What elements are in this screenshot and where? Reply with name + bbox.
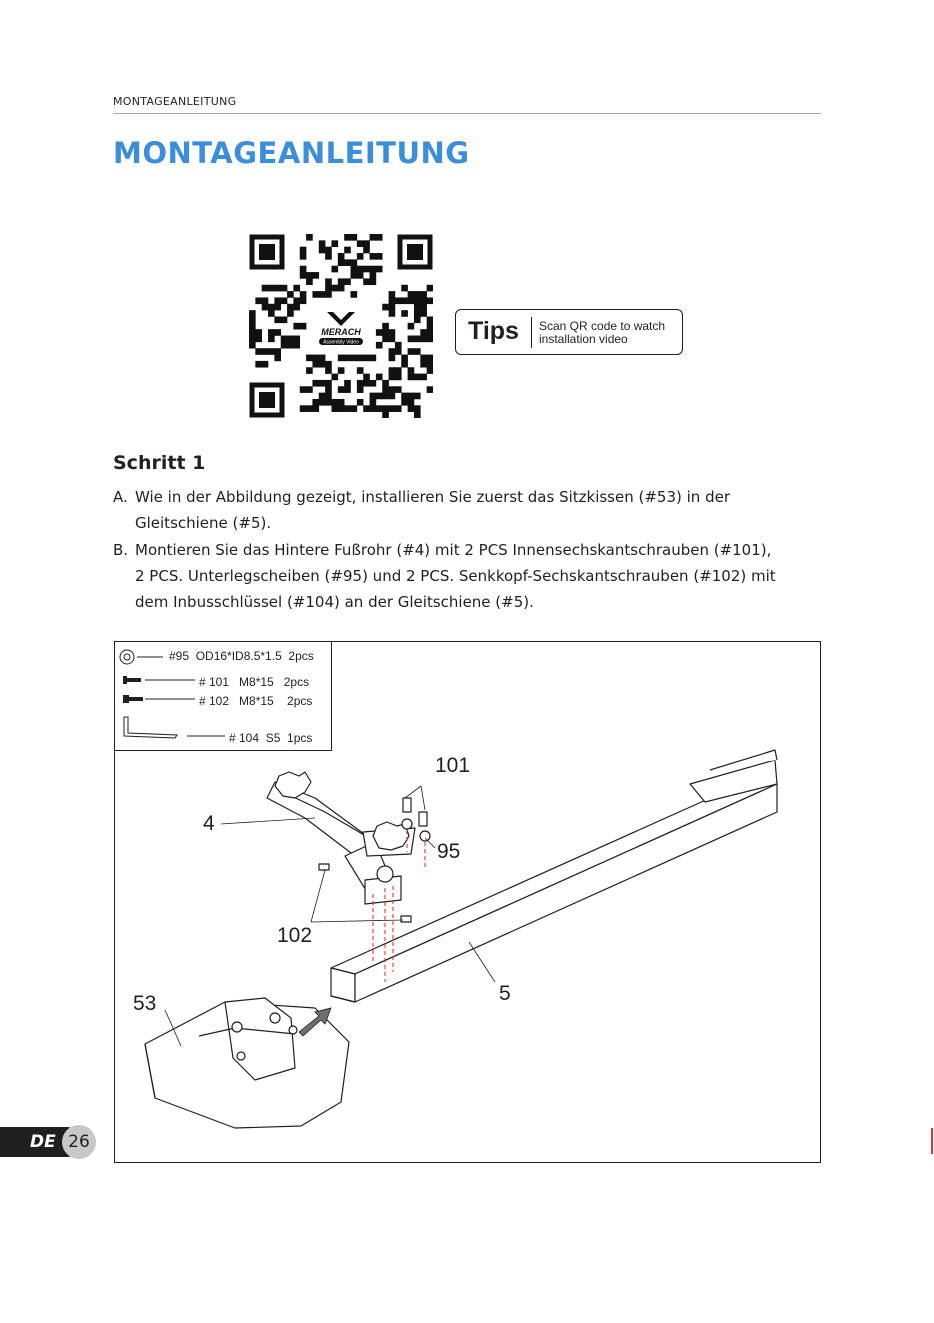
tips-line-2: installation video — [539, 332, 628, 346]
qr-module — [268, 329, 275, 336]
qr-module — [255, 336, 262, 343]
qr-module — [319, 361, 326, 368]
qr-module — [331, 405, 338, 412]
qr-module — [331, 399, 338, 406]
qr-module — [281, 316, 288, 323]
qr-module — [268, 285, 275, 292]
qr-module — [331, 266, 338, 273]
qr-module — [382, 329, 389, 336]
qr-module — [325, 393, 332, 400]
qr-module — [325, 380, 332, 387]
qr-module — [262, 348, 269, 355]
callout-102: 102 — [277, 924, 313, 947]
qr-module — [401, 393, 408, 400]
qr-module — [401, 361, 408, 368]
qr-module — [274, 304, 281, 311]
qr-module — [351, 259, 358, 266]
qr-module — [370, 399, 377, 406]
qr-module — [293, 297, 300, 304]
qr-module — [420, 355, 427, 362]
qr-module — [344, 405, 351, 412]
qr-module — [389, 386, 396, 393]
qr-module — [300, 253, 307, 260]
qr-module — [427, 336, 433, 343]
qr-module — [427, 285, 433, 292]
qr-module — [414, 297, 421, 304]
qr-module — [408, 348, 415, 355]
qr-module — [382, 323, 389, 330]
instruction-a-label: A. — [113, 488, 128, 506]
qr-module — [370, 405, 377, 412]
qr-module — [351, 291, 358, 298]
qr-module — [389, 348, 396, 355]
qr-module — [300, 323, 307, 330]
qr-module — [363, 380, 370, 387]
qr-module — [382, 336, 389, 343]
qr-module — [344, 380, 351, 387]
qr-module — [389, 304, 396, 311]
qr-module — [312, 355, 319, 362]
qr-module — [344, 278, 351, 285]
callout-4: 4 — [203, 812, 215, 835]
qr-module — [338, 399, 345, 406]
qr-module — [262, 285, 269, 292]
qr-module — [363, 405, 370, 412]
instruction-a — [113, 484, 833, 536]
qr-module — [414, 405, 421, 412]
qr-module — [338, 259, 345, 266]
instruction-a-line-1: Wie in der Abbildung gezeigt, installieren Sie zuerst das Sitzkissen (#53) in der — [135, 488, 730, 506]
qr-module — [306, 405, 313, 412]
qr-module — [274, 355, 281, 362]
qr-module — [389, 291, 396, 298]
assembly-drawing — [115, 642, 820, 1162]
language-code: DE — [30, 1132, 56, 1152]
qr-module — [427, 323, 433, 330]
edge-marker — [931, 1128, 933, 1154]
qr-module — [338, 278, 345, 285]
qr-module — [408, 297, 415, 304]
qr-module — [287, 310, 294, 317]
qr-module — [401, 285, 408, 292]
tips-text — [539, 320, 665, 346]
qr-module — [325, 278, 332, 285]
qr-module — [312, 291, 319, 298]
qr-code[interactable] — [249, 234, 433, 418]
qr-module — [414, 316, 421, 323]
qr-module — [363, 266, 370, 273]
qr-module — [408, 399, 415, 406]
qr-module — [414, 374, 421, 381]
qr-module — [287, 342, 294, 349]
qr-module — [338, 367, 345, 374]
qr-module — [325, 253, 332, 260]
qr-module — [338, 253, 345, 260]
qr-module — [306, 355, 313, 362]
qr-module — [408, 405, 415, 412]
qr-module — [357, 380, 364, 387]
instruction-b — [113, 537, 833, 615]
qr-module — [420, 329, 427, 336]
qr-module — [293, 323, 300, 330]
qr-module — [344, 247, 351, 254]
qr-module — [395, 342, 402, 349]
qr-module — [395, 386, 402, 393]
qr-module — [262, 304, 269, 311]
qr-module — [351, 266, 358, 273]
qr-module — [312, 380, 319, 387]
tips-separator — [531, 317, 532, 348]
qr-module — [427, 367, 433, 374]
qr-module — [357, 272, 364, 279]
qr-module — [427, 355, 433, 362]
callout-53: 53 — [133, 992, 157, 1015]
qr-module — [351, 405, 358, 412]
qr-module — [401, 297, 408, 304]
qr-module — [408, 367, 415, 374]
part-102: # 102 M8*15 2pcs — [199, 694, 313, 708]
qr-module — [420, 304, 427, 311]
callout-101: 101 — [435, 754, 471, 777]
qr-module — [357, 355, 364, 362]
qr-module — [382, 386, 389, 393]
assembly-figure — [114, 641, 821, 1163]
qr-module — [414, 310, 421, 317]
qr-module — [319, 380, 326, 387]
qr-module — [389, 310, 396, 317]
qr-module — [382, 405, 389, 412]
qr-module — [414, 393, 421, 400]
qr-module — [363, 374, 370, 381]
qr-module — [325, 285, 332, 292]
qr-module — [325, 399, 332, 406]
qr-module — [370, 355, 377, 362]
qr-module — [427, 297, 433, 304]
callout-5: 5 — [499, 982, 511, 1005]
qr-module — [306, 367, 313, 374]
qr-module — [306, 386, 313, 393]
qr-module — [325, 361, 332, 368]
qr-module — [274, 348, 281, 355]
language-tab — [0, 1124, 96, 1160]
qr-module — [376, 329, 383, 336]
qr-module — [344, 386, 351, 393]
qr-module — [319, 247, 326, 254]
qr-module — [420, 310, 427, 317]
qr-module — [281, 336, 288, 343]
qr-module — [338, 386, 345, 393]
qr-module — [408, 291, 415, 298]
instruction-b-line-3: dem Inbusschlüssel (#104) an der Gleitschiene (#5). — [135, 593, 534, 611]
qr-module — [357, 253, 364, 260]
qr-module — [389, 336, 396, 343]
qr-module — [382, 380, 389, 387]
qr-module — [274, 285, 281, 292]
qr-module — [249, 336, 256, 343]
callout-95: 95 — [437, 840, 461, 863]
qr-module — [427, 329, 433, 336]
qr-module — [414, 304, 421, 311]
qr-module — [319, 393, 326, 400]
qr-module — [312, 405, 319, 412]
qr-module — [408, 393, 415, 400]
qr-module — [255, 361, 262, 368]
instruction-b-label: B. — [113, 541, 129, 559]
qr-module — [338, 285, 345, 292]
qr-brand: MERACH — [321, 327, 361, 337]
qr-module — [395, 348, 402, 355]
qr-module — [363, 355, 370, 362]
instruction-b-line-2: 2 PCS. Unterlegscheiben (#95) und 2 PCS. Senkkopf-Sechskantschrauben (#102) mit — [135, 567, 776, 585]
qr-module — [281, 342, 288, 349]
qr-module — [300, 291, 307, 298]
part-101: # 101 M8*15 2pcs — [199, 675, 310, 689]
tips-box — [455, 309, 683, 355]
qr-module — [420, 374, 427, 381]
qr-module — [281, 285, 288, 292]
qr-module — [401, 310, 408, 317]
qr-module — [268, 304, 275, 311]
qr-module — [351, 272, 358, 279]
qr-module — [376, 266, 383, 273]
qr-module — [389, 393, 396, 400]
qr-module — [287, 304, 294, 311]
qr-module — [376, 342, 383, 349]
instruction-a-line-2: Gleitschiene (#5). — [135, 514, 272, 532]
qr-module — [395, 405, 402, 412]
qr-module — [401, 355, 408, 362]
qr-module — [268, 336, 275, 343]
qr-module — [312, 361, 319, 368]
qr-module — [300, 247, 307, 254]
qr-module — [420, 361, 427, 368]
qr-module — [262, 361, 269, 368]
qr-module — [376, 393, 383, 400]
qr-module — [249, 329, 256, 336]
qr-module — [363, 240, 370, 247]
qr-module — [427, 316, 433, 323]
tips-label: Tips — [468, 317, 519, 345]
qr-module — [268, 348, 275, 355]
qr-module — [293, 342, 300, 349]
qr-module — [420, 297, 427, 304]
qr-module — [370, 266, 377, 273]
qr-module — [312, 399, 319, 406]
page-title: MONTAGEANLEITUNG — [113, 136, 470, 170]
qr-module — [300, 405, 307, 412]
qr-module — [427, 386, 433, 393]
qr-module — [408, 336, 415, 343]
part-104: # 104 S5 1pcs — [229, 731, 313, 745]
qr-module — [306, 278, 313, 285]
qr-module — [357, 367, 364, 374]
qr-module — [319, 355, 326, 362]
qr-module — [389, 374, 396, 381]
qr-module — [338, 405, 345, 412]
qr-module — [300, 266, 307, 273]
qr-module — [420, 291, 427, 298]
qr-module — [319, 399, 326, 406]
qr-module — [389, 329, 396, 336]
qr-module — [331, 374, 338, 381]
qr-module — [395, 367, 402, 374]
qr-module — [274, 316, 281, 323]
qr-module — [281, 297, 288, 304]
qr-module — [249, 310, 256, 317]
qr-module — [389, 297, 396, 304]
qr-module — [370, 393, 377, 400]
qr-module — [306, 234, 313, 241]
qr-module — [401, 399, 408, 406]
part-95: #95 OD16*ID8.5*1.5 2pcs — [169, 649, 314, 663]
qr-module — [376, 374, 383, 381]
qr-module — [274, 329, 281, 336]
qr-module — [382, 412, 389, 418]
qr-module — [312, 272, 319, 279]
qr-module — [414, 336, 421, 343]
qr-module — [395, 297, 402, 304]
qr-module — [331, 285, 338, 292]
qr-module — [370, 253, 377, 260]
qr-module — [255, 348, 262, 355]
qr-module — [262, 297, 269, 304]
qr-module — [300, 272, 307, 279]
qr-module — [338, 355, 345, 362]
qr-module — [300, 386, 307, 393]
qr-module — [351, 355, 358, 362]
qr-module — [325, 291, 332, 298]
qr-module — [382, 304, 389, 311]
page-number: 26 — [62, 1125, 96, 1159]
qr-module — [357, 386, 364, 393]
qr-module — [376, 234, 383, 241]
qr-module — [376, 253, 383, 260]
qr-module — [370, 234, 377, 241]
qr-module — [325, 367, 332, 374]
qr-module — [370, 380, 377, 387]
qr-module — [351, 234, 358, 241]
qr-module — [325, 386, 332, 393]
qr-module — [376, 405, 383, 412]
qr-module — [255, 297, 262, 304]
qr-module — [427, 361, 433, 368]
qr-module — [370, 272, 377, 279]
qr-module — [325, 247, 332, 254]
qr-caption: Assembly Video — [323, 339, 359, 346]
qr-module — [319, 240, 326, 247]
qr-module — [249, 342, 256, 349]
tips-line-1: Scan QR code to watch — [539, 319, 666, 333]
qr-module — [293, 304, 300, 311]
qr-module — [395, 374, 402, 381]
qr-module — [344, 355, 351, 362]
qr-module — [255, 329, 262, 336]
qr-module — [389, 405, 396, 412]
qr-module — [268, 310, 275, 317]
qr-module — [363, 278, 370, 285]
qr-module — [408, 323, 415, 330]
qr-module — [414, 291, 421, 298]
qr-module — [306, 272, 313, 279]
qr-module — [363, 247, 370, 254]
running-head: MONTAGEANLEITUNG — [113, 95, 237, 108]
qr-module — [414, 412, 421, 418]
qr-module — [293, 336, 300, 343]
qr-module — [249, 316, 256, 323]
qr-module — [357, 240, 364, 247]
qr-module — [357, 399, 364, 406]
header-rule — [113, 113, 821, 114]
qr-module — [370, 278, 377, 285]
qr-module — [344, 234, 351, 241]
qr-module — [249, 323, 256, 330]
qr-module — [357, 266, 364, 273]
qr-module — [293, 285, 300, 292]
qr-module — [344, 259, 351, 266]
qr-module — [414, 348, 421, 355]
qr-module — [389, 355, 396, 362]
qr-module — [382, 393, 389, 400]
instruction-b-line-1: Montieren Sie das Hintere Fußrohr (#4) mit 2 PCS Innensechskantschrauben (#101), — [135, 541, 772, 559]
qr-module — [274, 297, 281, 304]
qr-module — [287, 291, 294, 298]
qr-module — [287, 336, 294, 343]
qr-module — [420, 336, 427, 343]
step-title: Schritt 1 — [113, 452, 206, 474]
qr-module — [319, 291, 326, 298]
qr-module — [300, 297, 307, 304]
qr-module — [408, 374, 415, 381]
qr-module — [331, 240, 338, 247]
qr-module — [389, 367, 396, 374]
